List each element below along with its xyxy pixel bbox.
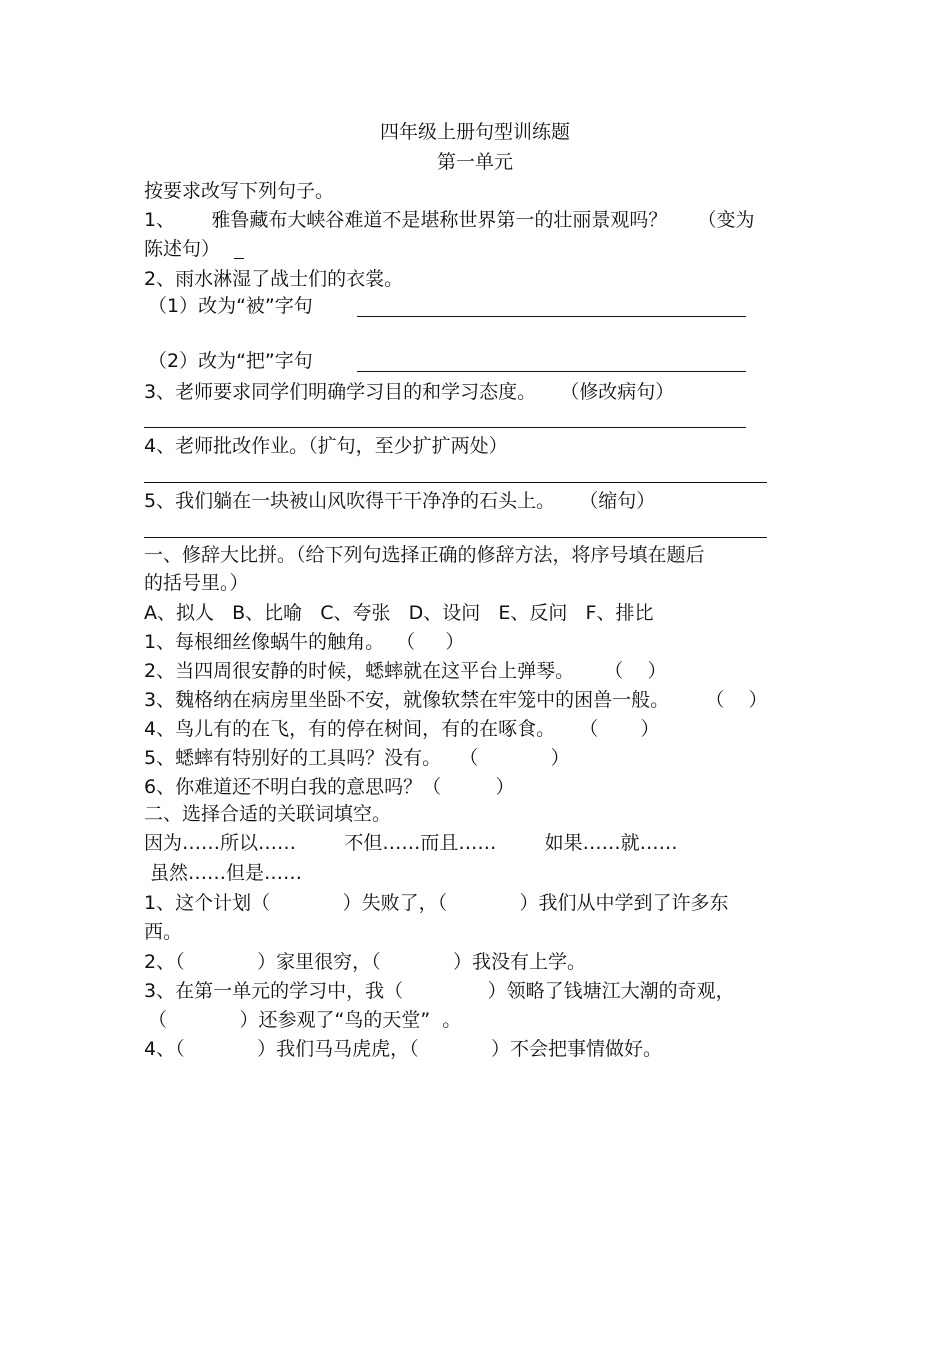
conjunction-question-3-line2: （ ）还参观了“鸟的天堂” 。 <box>148 1009 462 1031</box>
rhetoric-item: 5、蟋蟀有特别好的工具吗？没有。 （ ） <box>144 747 570 769</box>
rhetoric-options: A、拟人 B、比喻 C、夸张 D、设问 E、反问 F、排比 <box>144 602 654 624</box>
answer-line-q4 <box>144 482 767 483</box>
conjunction-options-line2: 虽然……但是…… <box>144 862 303 884</box>
rhetoric-item: 3、魏格纳在病房里坐卧不安，就像软禁在牢笼中的困兽一般。 （ ） <box>144 689 768 711</box>
rhetoric-item: 6、你难道还不明白我的意思吗？（ ） <box>144 776 515 798</box>
answer-line-q2-sub2 <box>357 371 746 372</box>
rhetoric-item: 4、鸟儿有的在飞，有的停在树间，有的在啄食。 （ ） <box>144 718 660 740</box>
rewrite-question-3: 3、老师要求同学们明确学习目的和学习态度。 （修改病句） <box>144 381 675 403</box>
rewrite-question-1-line1: 1、 雅鲁藏布大峡谷难道不是堪称世界第一的壮丽景观吗？ （变为 <box>144 209 755 231</box>
section-rhetoric-heading-line1: 一、修辞大比拼。（给下列句选择正确的修辞方法，将序号填在题后 <box>144 544 705 566</box>
page-title: 四年级上册句型训练题 <box>379 121 570 143</box>
section-conjunction-heading: 二、选择合适的关联词填空。 <box>144 803 392 825</box>
answer-line-q1 <box>234 258 244 259</box>
rewrite-question-2-sub2: （2）改为“把”字句 <box>148 350 313 372</box>
answer-line-q3 <box>144 427 746 428</box>
section-rewrite-heading: 按要求改写下列句子。 <box>144 180 335 202</box>
conjunction-question-1-line2: 西。 <box>144 921 183 943</box>
rewrite-question-2: 2、雨水淋湿了战士们的衣裳。 <box>144 268 404 290</box>
rhetoric-item: 1、每根细丝像蜗牛的触角。 （ ） <box>144 631 465 653</box>
answer-line-q2-sub1 <box>357 316 746 317</box>
rhetoric-item: 2、当四周很安静的时候，蟋蟀就在这平台上弹琴。 （ ） <box>144 660 667 682</box>
conjunction-question-4: 4、（ ）我们马马虎虎，（ ）不会把事情做好。 <box>144 1038 663 1060</box>
conjunction-question-2: 2、（ ）家里很穷，（ ）我没有上学。 <box>144 951 587 973</box>
conjunction-options-line1: 因为……所以…… 不但……而且…… 如果……就…… <box>144 832 678 854</box>
answer-line-q5 <box>144 537 767 538</box>
section-rhetoric-heading-line2: 的括号里。） <box>144 572 249 594</box>
rewrite-question-1-line2: 陈述句） <box>144 238 221 260</box>
rewrite-question-5: 5、我们躺在一块被山风吹得干干净净的石头上。 （缩句） <box>144 490 656 512</box>
unit-subtitle: 第一单元 <box>436 151 513 173</box>
conjunction-question-1-line1: 1、这个计划（ ）失败了，（ ）我们从中学到了许多东 <box>144 892 729 914</box>
rewrite-question-2-sub1: （1）改为“被”字句 <box>148 295 313 317</box>
rewrite-question-4: 4、老师批改作业。（扩句，至少扩扩两处） <box>144 435 508 457</box>
conjunction-question-3-line1: 3、在第一单元的学习中，我（ ）领略了钱塘江大潮的奇观， <box>144 980 735 1002</box>
